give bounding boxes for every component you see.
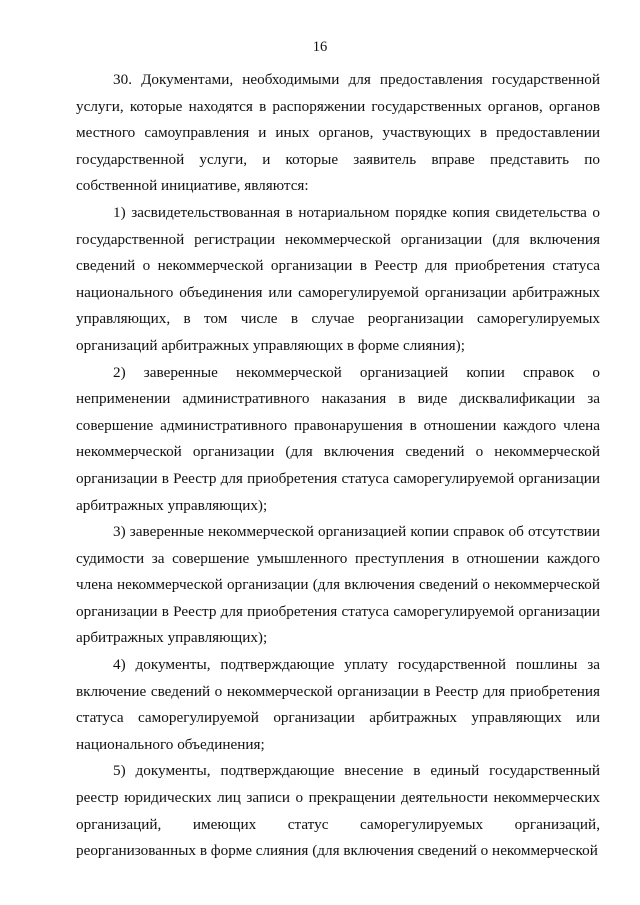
- paragraph-30: 30. Документами, необходимыми для предоставления государственной услуги, которые находятся в распоряжении государственных органов, органов местного самоуправления и иных органов, участвующих в предоставлении государственной услуги, и которые заявитель вправе представить по собственной инициативе, являются:: [76, 71, 600, 195]
- list-item-3: 3) заверенные некоммерческой организацией копии справок об отсутствии судимости за совершение умышленного преступления в отношении каждого члена некоммерческой организации (для включения сведений о некоммерческой организации в Реестр для приобретения статуса саморегулируемой организации арбитражных управляющих);: [76, 523, 600, 647]
- list-item-1: 1) засвидетельствованная в нотариальном порядке копия свидетельства о государственной регистрации некоммерческой организации (для включения сведений о некоммерческой организации в Реестр для приобретения статуса национального объединения или саморегулируемой организации арбитражных управляющих, в том числе в случае реорганизации саморегулируемых организаций арбитражных управляющих в форме слияния);: [76, 203, 600, 354]
- page-number: 16: [312, 39, 328, 55]
- list-item-4: 4) документы, подтверждающие уплату государственной пошлины за включение сведений о некоммерческой организации в Реестр для приобретения статуса саморегулируемой организации арбитражных управляющих или национального объединения;: [76, 656, 600, 753]
- list-item-5: 5) документы, подтверждающие внесение в единый государственный реестр юридических лиц записи о прекращении деятельности некоммерческих организаций, имеющих статус саморегулируемых организаций, реорганизованных в форме слияния (для включения сведений о некоммерческой: [76, 762, 600, 860]
- document-body: [76, 67, 600, 865]
- list-item-2: 2) заверенные некоммерческой организацией копии справок о неприменении административного наказания в виде дисквалификации за совершение административного правонарушения в отношении каждого члена некоммерческой организации (для включения сведений о некоммерческой организации в Реестр для приобретения статуса саморегулируемой организации арбитражных управляющих);: [76, 363, 600, 514]
